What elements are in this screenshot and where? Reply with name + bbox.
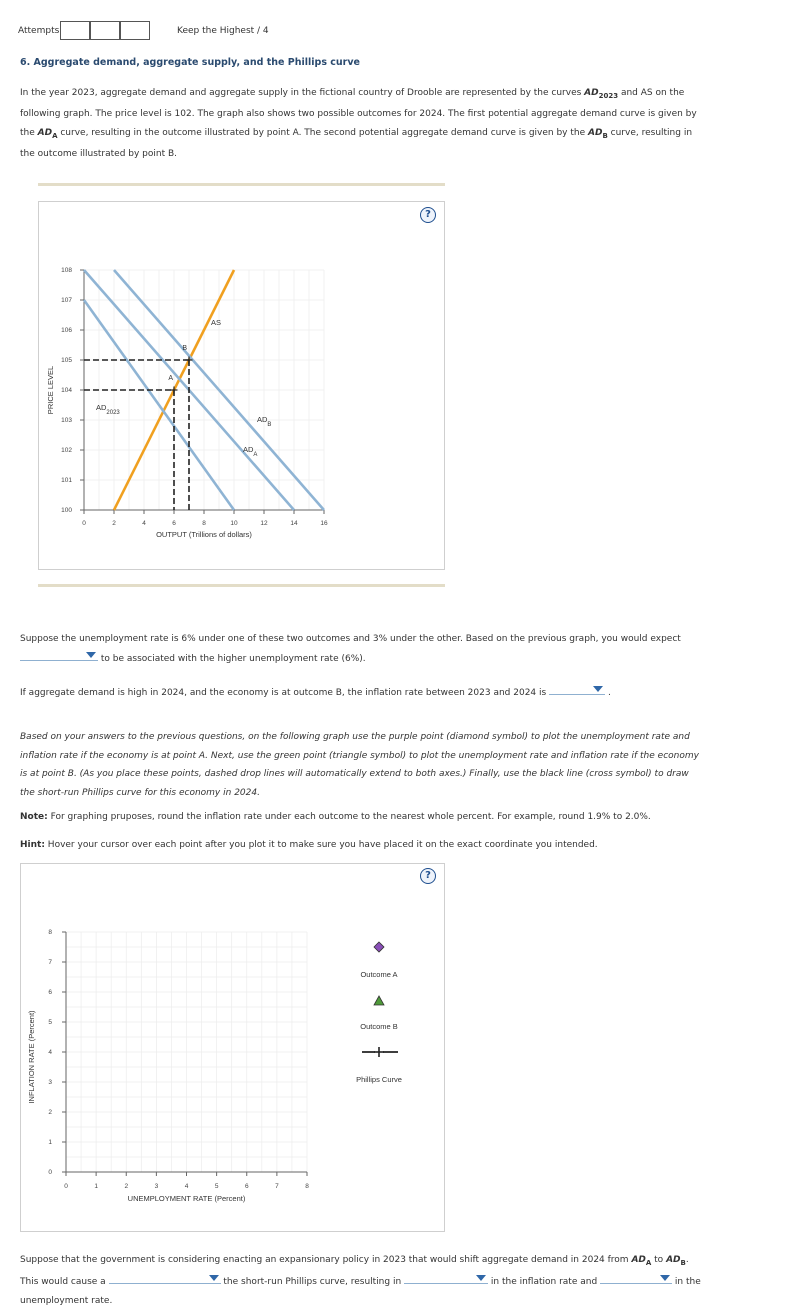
question-title: 6. Aggregate demand, aggregate supply, and the Phillips curve [20, 57, 360, 68]
x-tick-label: 2 [112, 520, 116, 527]
x-tick-label: 0 [82, 520, 86, 527]
y-tick-label: 104 [61, 387, 72, 394]
y-tick-label: 101 [61, 477, 72, 484]
help-icon[interactable]: ? [420, 207, 436, 223]
x-tick-label: 7 [275, 1183, 279, 1190]
graph2-legend [356, 942, 402, 1084]
diamond-icon [374, 942, 384, 952]
y-tick-label: 108 [61, 267, 72, 274]
x-tick-label: 14 [290, 520, 298, 527]
legend-outcome-b: Outcome B [360, 1022, 398, 1031]
y-tick-label: 7 [48, 959, 52, 966]
y-axis-title: PRICE LEVEL [46, 365, 55, 415]
x-axis-title: OUTPUT (Trillions of dollars) [156, 530, 252, 539]
keep-highest-label: Keep the Highest / 4 [177, 26, 269, 36]
y-tick-label: 106 [61, 327, 72, 334]
y-tick-label: 6 [48, 989, 52, 996]
y-tick-label: 105 [61, 357, 72, 364]
point-b-label: B [182, 345, 187, 352]
x-tick-label: 12 [260, 520, 268, 527]
y-tick-label: 102 [61, 447, 72, 454]
note-text: Note: For graphing pruposes, round the inflation rate under each outcome to the nearest whole percent. For example, round 1.9% to 2.0%. [20, 812, 651, 822]
legend-phillips-curve: Phillips Curve [356, 1075, 402, 1084]
x-tick-label: 6 [172, 520, 176, 527]
triangle-icon [374, 996, 384, 1005]
y-tick-label: 2 [48, 1109, 52, 1116]
y-axis-title: INFLATION RATE (Percent) [27, 1010, 36, 1104]
y-tick-label: 103 [61, 417, 72, 424]
y-tick-label: 4 [48, 1049, 52, 1056]
point-a-label: A [168, 375, 173, 382]
intro-paragraph: In the year 2023, aggregate demand and aggregate supply in the fictional country of Drooble are represented by the curves $AD_{2023}$ and AS on the following graph. The price level is 102. The graph also shows two possible outcomes for 2024. The first potential aggregate demand curve is given by the $AD_A$ curve, resulting in the outcome illustrated by point A. The second potential aggregate demand curve is given by the $AD_B$ curve, resulting in the outcome illustrated by point B. [20, 88, 697, 160]
x-tick-label: 8 [305, 1183, 309, 1190]
y-tick-label: 0 [48, 1169, 52, 1176]
ada-label: $AD_A$ [243, 445, 258, 458]
x-tick-label: 16 [320, 520, 328, 527]
graph2-grid [66, 932, 307, 1172]
help-icon[interactable]: ? [420, 868, 436, 884]
hint-text: Hint: Hover your cursor over each point after you plot it to make sure you have placed it on the exact coordinate you intended. [20, 840, 598, 850]
y-tick-label: 107 [61, 297, 72, 304]
q3-unemployment-dropdown[interactable] [600, 1272, 672, 1284]
chevron-down-icon [476, 1275, 486, 1281]
x-tick-label: 8 [202, 520, 206, 527]
x-tick-label: 4 [142, 520, 146, 527]
chevron-down-icon [660, 1275, 670, 1281]
question-3: Suppose that the government is considering enacting an expansionary policy in 2023 that would shift aggregate demand in 2024 from $AD_A$ to $AD_B$. This would cause a the short-run Phillips curve, resulting in in the inflation rate and in the unemployment rate. [20, 1255, 701, 1306]
question-1: Suppose the unemployment rate is 6% under one of these two outcomes and 3% under the other. Based on the previous graph, you would expect to be associated with the higher unemployment rate (6%). [20, 634, 681, 664]
graph2-instructions: Based on your answers to the previous questions, on the following graph use the purple point (diamond symbol) to plot the unemployment rate and inflation rate if the economy is at point A. Next, use the green point (triangle symbol) to plot the unemployment rate and inflation rate if the economy is at point B. (As you place these points, dashed drop lines will automatically extend to both axes.) Finally, use the black line (cross symbol) to draw the short-run Phillips curve for this economy in 2024. [20, 732, 699, 798]
x-tick-label: 5 [214, 1183, 219, 1190]
q3-inflation-dropdown[interactable] [404, 1272, 488, 1284]
x-tick-label: 2 [124, 1183, 129, 1190]
x-tick-label: 1 [94, 1183, 98, 1190]
x-tick-label: 3 [154, 1183, 159, 1190]
graph2-axes [27, 929, 309, 1203]
ad2023-label: $AD_{2023}$ [96, 403, 120, 416]
question-2: If aggregate demand is high in 2024, and the economy is at outcome B, the inflation rate between 2023 and 2024 is . [20, 683, 720, 703]
attempts-label: Attempts [18, 26, 60, 36]
x-tick-label: 0 [64, 1183, 68, 1190]
x-tick-label: 4 [184, 1183, 189, 1190]
y-tick-label: 5 [48, 1019, 52, 1026]
y-tick-label: 8 [48, 929, 52, 936]
x-axis-title: UNEMPLOYMENT RATE (Percent) [127, 1194, 246, 1203]
as-label: AS [211, 318, 222, 327]
legend-outcome-a: Outcome A [360, 970, 398, 979]
chevron-down-icon [209, 1275, 219, 1281]
y-tick-label: 1 [48, 1139, 52, 1146]
y-tick-label: 100 [61, 507, 72, 514]
adb-label: $AD_B$ [257, 415, 272, 428]
x-tick-label: 6 [244, 1183, 249, 1190]
x-tick-label: 10 [230, 520, 238, 527]
y-tick-label: 3 [48, 1079, 52, 1086]
q3-shift-dropdown[interactable] [109, 1272, 221, 1284]
